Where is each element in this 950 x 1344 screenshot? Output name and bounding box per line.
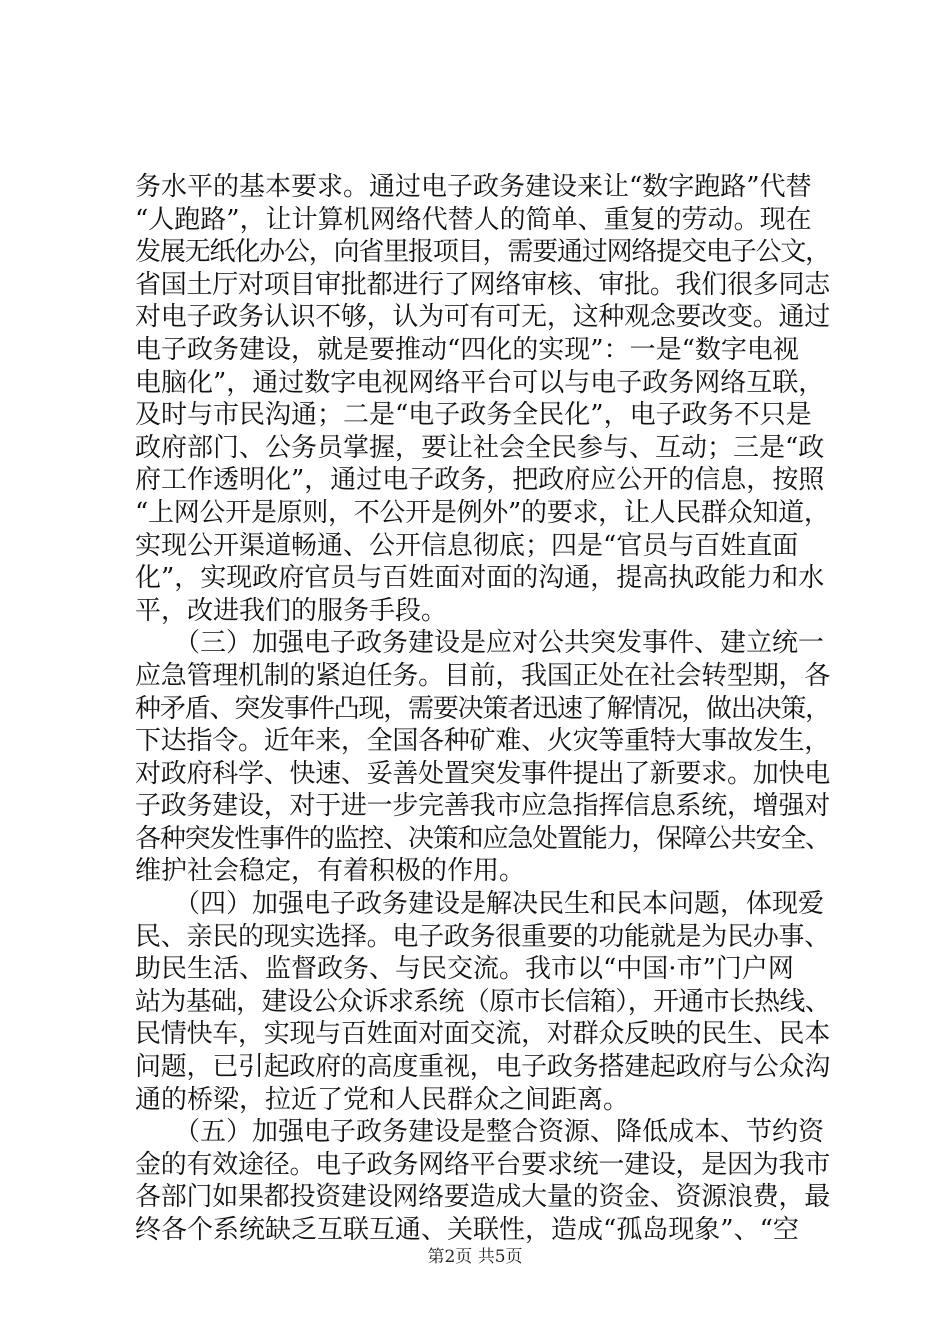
text-line: 平，改进我们的服务手段。 xyxy=(135,595,448,626)
text-line: 各种突发性事件的监控、决策和应急处置能力，保障公共安全、 xyxy=(135,823,831,854)
text-line: （五）加强电子政务建设是整合资源、降低成本、节约资 xyxy=(135,1117,825,1148)
text-line: 通的桥梁，拉近了党和人民群众之间距离。 xyxy=(135,1084,630,1115)
text-line: （三）加强电子政务建设是应对公共突发事件、建立统一 xyxy=(135,628,825,659)
text-line: 务水平的基本要求。通过电子政务建设来让“数字跑路”代替 xyxy=(135,172,812,202)
text-line: （四）加强电子政务建设是解决民生和民本问题，体现爱 xyxy=(135,889,825,920)
page-footer: 第2页 共5页 xyxy=(427,1247,523,1267)
text-line: 民情快车，实现与百姓面对面交流，对群众反映的民生、民本 xyxy=(135,1019,831,1050)
text-line: 问题，已引起政府的高度重视，电子政务搭建起政府与公众沟 xyxy=(135,1052,831,1083)
text-line: 民、亲民的现实选择。电子政务很重要的功能就是为民办事、 xyxy=(135,921,831,952)
text-line: 终各个系统缺乏互联互通、关联性，造成“孤岛现象”、“空 xyxy=(135,1215,799,1245)
text-line: 站为基础，建设公众诉求系统（原市长信箱），开通市长热线、 xyxy=(135,986,831,1017)
text-line: 电脑化”，通过数字电视网络平台可以与电子政务网络互联， xyxy=(135,367,825,398)
text-line: 省国土厅对项目审批都进行了网络审核、审批。我们很多同志 xyxy=(135,269,831,300)
text-line: 电子政务建设，就是要推动“四化的实现”：一是“数字电视 xyxy=(135,334,799,365)
body-text xyxy=(135,171,830,1247)
text-line: 化”，实现政府官员与百姓面对面的沟通，提高执政能力和水 xyxy=(135,563,825,594)
text-line: 政府部门、公务员掌握，要让社会全民参与、互动；三是“政 xyxy=(135,432,825,463)
text-line: 府工作透明化”，通过电子政务，把政府应公开的信息，按照 xyxy=(135,465,825,496)
text-line: 助民生活、监督政务、与民交流。我市以“中国·市”门户网 xyxy=(135,954,794,985)
text-line: 维护社会稳定，有着积极的作用。 xyxy=(135,856,526,887)
text-line: 及时与市民沟通；二是“电子政务全民化”，电子政务不只是 xyxy=(135,400,812,431)
text-line: 对政府科学、快速、妥善处置突发事件提出了新要求。加快电 xyxy=(135,758,831,789)
text-line: “人跑路”，让计算机网络代替人的简单、重复的劳动。现在 xyxy=(135,204,812,235)
text-line: 对电子政务认识不够，认为可有可无，这种观念要改变。通过 xyxy=(135,302,831,333)
text-line: 实现公开渠道畅通、公开信息彻底；四是“官员与百姓直面 xyxy=(135,530,799,561)
text-line: 发展无纸化办公，向省里报项目，需要通过网络提交电子公文， xyxy=(135,237,831,268)
text-line: 应急管理机制的紧迫任务。目前，我国正处在社会转型期，各 xyxy=(135,660,831,691)
text-line: 金的有效途径。电子政务网络平台要求统一建设，是因为我市 xyxy=(135,1149,831,1180)
text-line: 各部门如果都投资建设网络要造成大量的资金、资源浪费，最 xyxy=(135,1182,831,1213)
text-line: “上网公开是原则，不公开是例外”的要求，让人民群众知道， xyxy=(135,497,830,528)
text-line: 子政务建设，对于进一步完善我市应急指挥信息系统，增强对 xyxy=(135,791,831,822)
text-line: 下达指令。近年来，全国各种矿难、火灾等重特大事故发生， xyxy=(135,726,831,757)
text-line: 种矛盾、突发事件凸现，需要决策者迅速了解情况，做出决策， xyxy=(135,693,831,724)
